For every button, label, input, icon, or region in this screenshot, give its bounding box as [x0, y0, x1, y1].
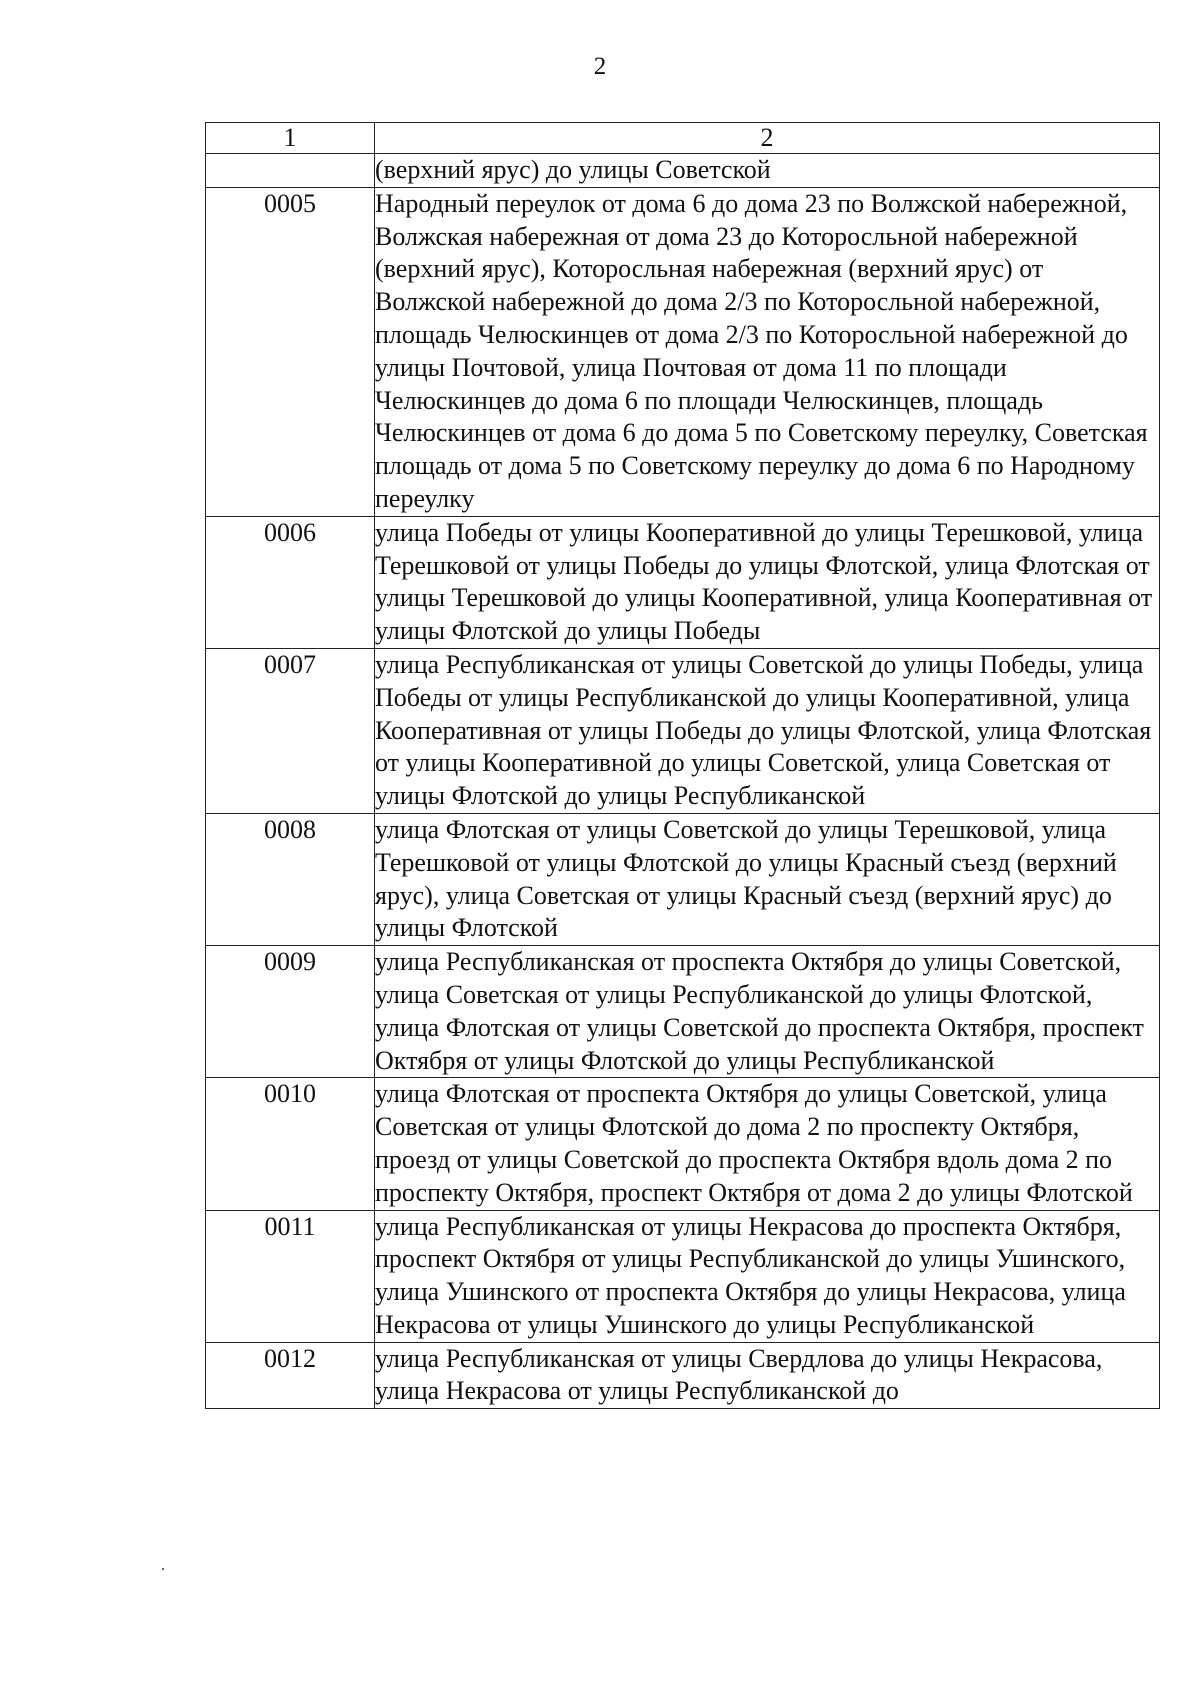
row-code-cell: 0006: [206, 516, 375, 648]
row-description-cell: улица Республиканская от улицы Свердлова до улицы Некрасова, улица Некрасова от улицы Республиканской до: [375, 1342, 1160, 1409]
row-description-cell: улица Республиканская от улицы Некрасова до проспекта Октября, проспект Октября от улицы Республиканской до улицы Ушинского, улица Ушинского от проспекта Октября до улицы Некрасова, улица Некрасова от улицы Ушинского до улицы Республиканской: [375, 1210, 1160, 1342]
column-header-description: 2: [375, 123, 1160, 154]
row-description-cell: улица Республиканская от проспекта Октября до улицы Советской, улица Советская от улицы Республиканской до улицы Флотской, улица Флотская от улицы Советской до проспекта Октября, проспект Октября от улицы Флотской до улицы Республиканской: [375, 946, 1160, 1078]
row-code-cell: 0011: [206, 1210, 375, 1342]
table-row: [206, 1210, 1160, 1342]
row-description-cell: улица Флотская от проспекта Октября до улицы Советской, улица Советская от улицы Флотской до дома 2 по проспекту Октября, проезд от улицы Советской до проспекта Октября вдоль дома 2 по проспекту Октября, проспект Октября от дома 2 до улицы Флотской: [375, 1078, 1160, 1210]
districts-table: [205, 122, 1160, 1409]
row-description-cell: Народный переулок от дома 6 до дома 23 по Волжской набережной, Волжская набережная от дома 23 до Которосльной набережной (верхний ярус), Которосльная набережная (верхний ярус) от Волжской набережной до дома 2/3 по Которосльной набережной, площадь Челюскинцев от дома 2/3 по Которосльной набережной до улицы Почтовой, улица Почтовая от дома 11 по площади Челюскинцев до дома 6 по площади Челюскинцев, площадь Челюскинцев от дома 6 до дома 5 по Советскому переулку, Советская площадь от дома 5 по Советскому переулку до дома 6 по Народному переулку: [375, 187, 1160, 516]
table-row: [206, 154, 1160, 188]
scan-artifact-dot: [162, 1568, 164, 1570]
table-row: [206, 648, 1160, 813]
row-code-cell: 0009: [206, 946, 375, 1078]
row-code-cell: 0010: [206, 1078, 375, 1210]
table-row: [206, 813, 1160, 945]
table-row: [206, 1342, 1160, 1409]
row-code-cell: 0007: [206, 648, 375, 813]
table-row: [206, 946, 1160, 1078]
row-code-cell: 0012: [206, 1342, 375, 1409]
table-row: [206, 187, 1160, 516]
page-number: 2: [593, 53, 607, 80]
row-description-cell: (верхний ярус) до улицы Советской: [375, 154, 1160, 188]
table-row: [206, 1078, 1160, 1210]
row-description-cell: улица Республиканская от улицы Советской до улицы Победы, улица Победы от улицы Республиканской до улицы Кооперативной, улица Кооперативная от улицы Победы до улицы Флотской, улица Флотская от улицы Кооперативной до улицы Советской, улица Советская от улицы Флотской до улицы Республиканской: [375, 648, 1160, 813]
column-header-code: 1: [206, 123, 375, 154]
row-code-cell: [206, 154, 375, 188]
row-description-cell: улица Флотская от улицы Советской до улицы Терешковой, улица Терешковой от улицы Флотской до улицы Красный съезд (верхний ярус), улица Советская от улицы Красный съезд (верхний ярус) до улицы Флотской: [375, 813, 1160, 945]
row-code-cell: 0005: [206, 187, 375, 516]
table-row: [206, 516, 1160, 648]
row-code-cell: 0008: [206, 813, 375, 945]
row-description-cell: улица Победы от улицы Кооперативной до улицы Терешковой, улица Терешковой от улицы Победы до улицы Флотской, улица Флотская от улицы Терешковой до улицы Кооперативной, улица Кооперативная от улицы Флотской до улицы Победы: [375, 516, 1160, 648]
table-header-row: [206, 123, 1160, 154]
